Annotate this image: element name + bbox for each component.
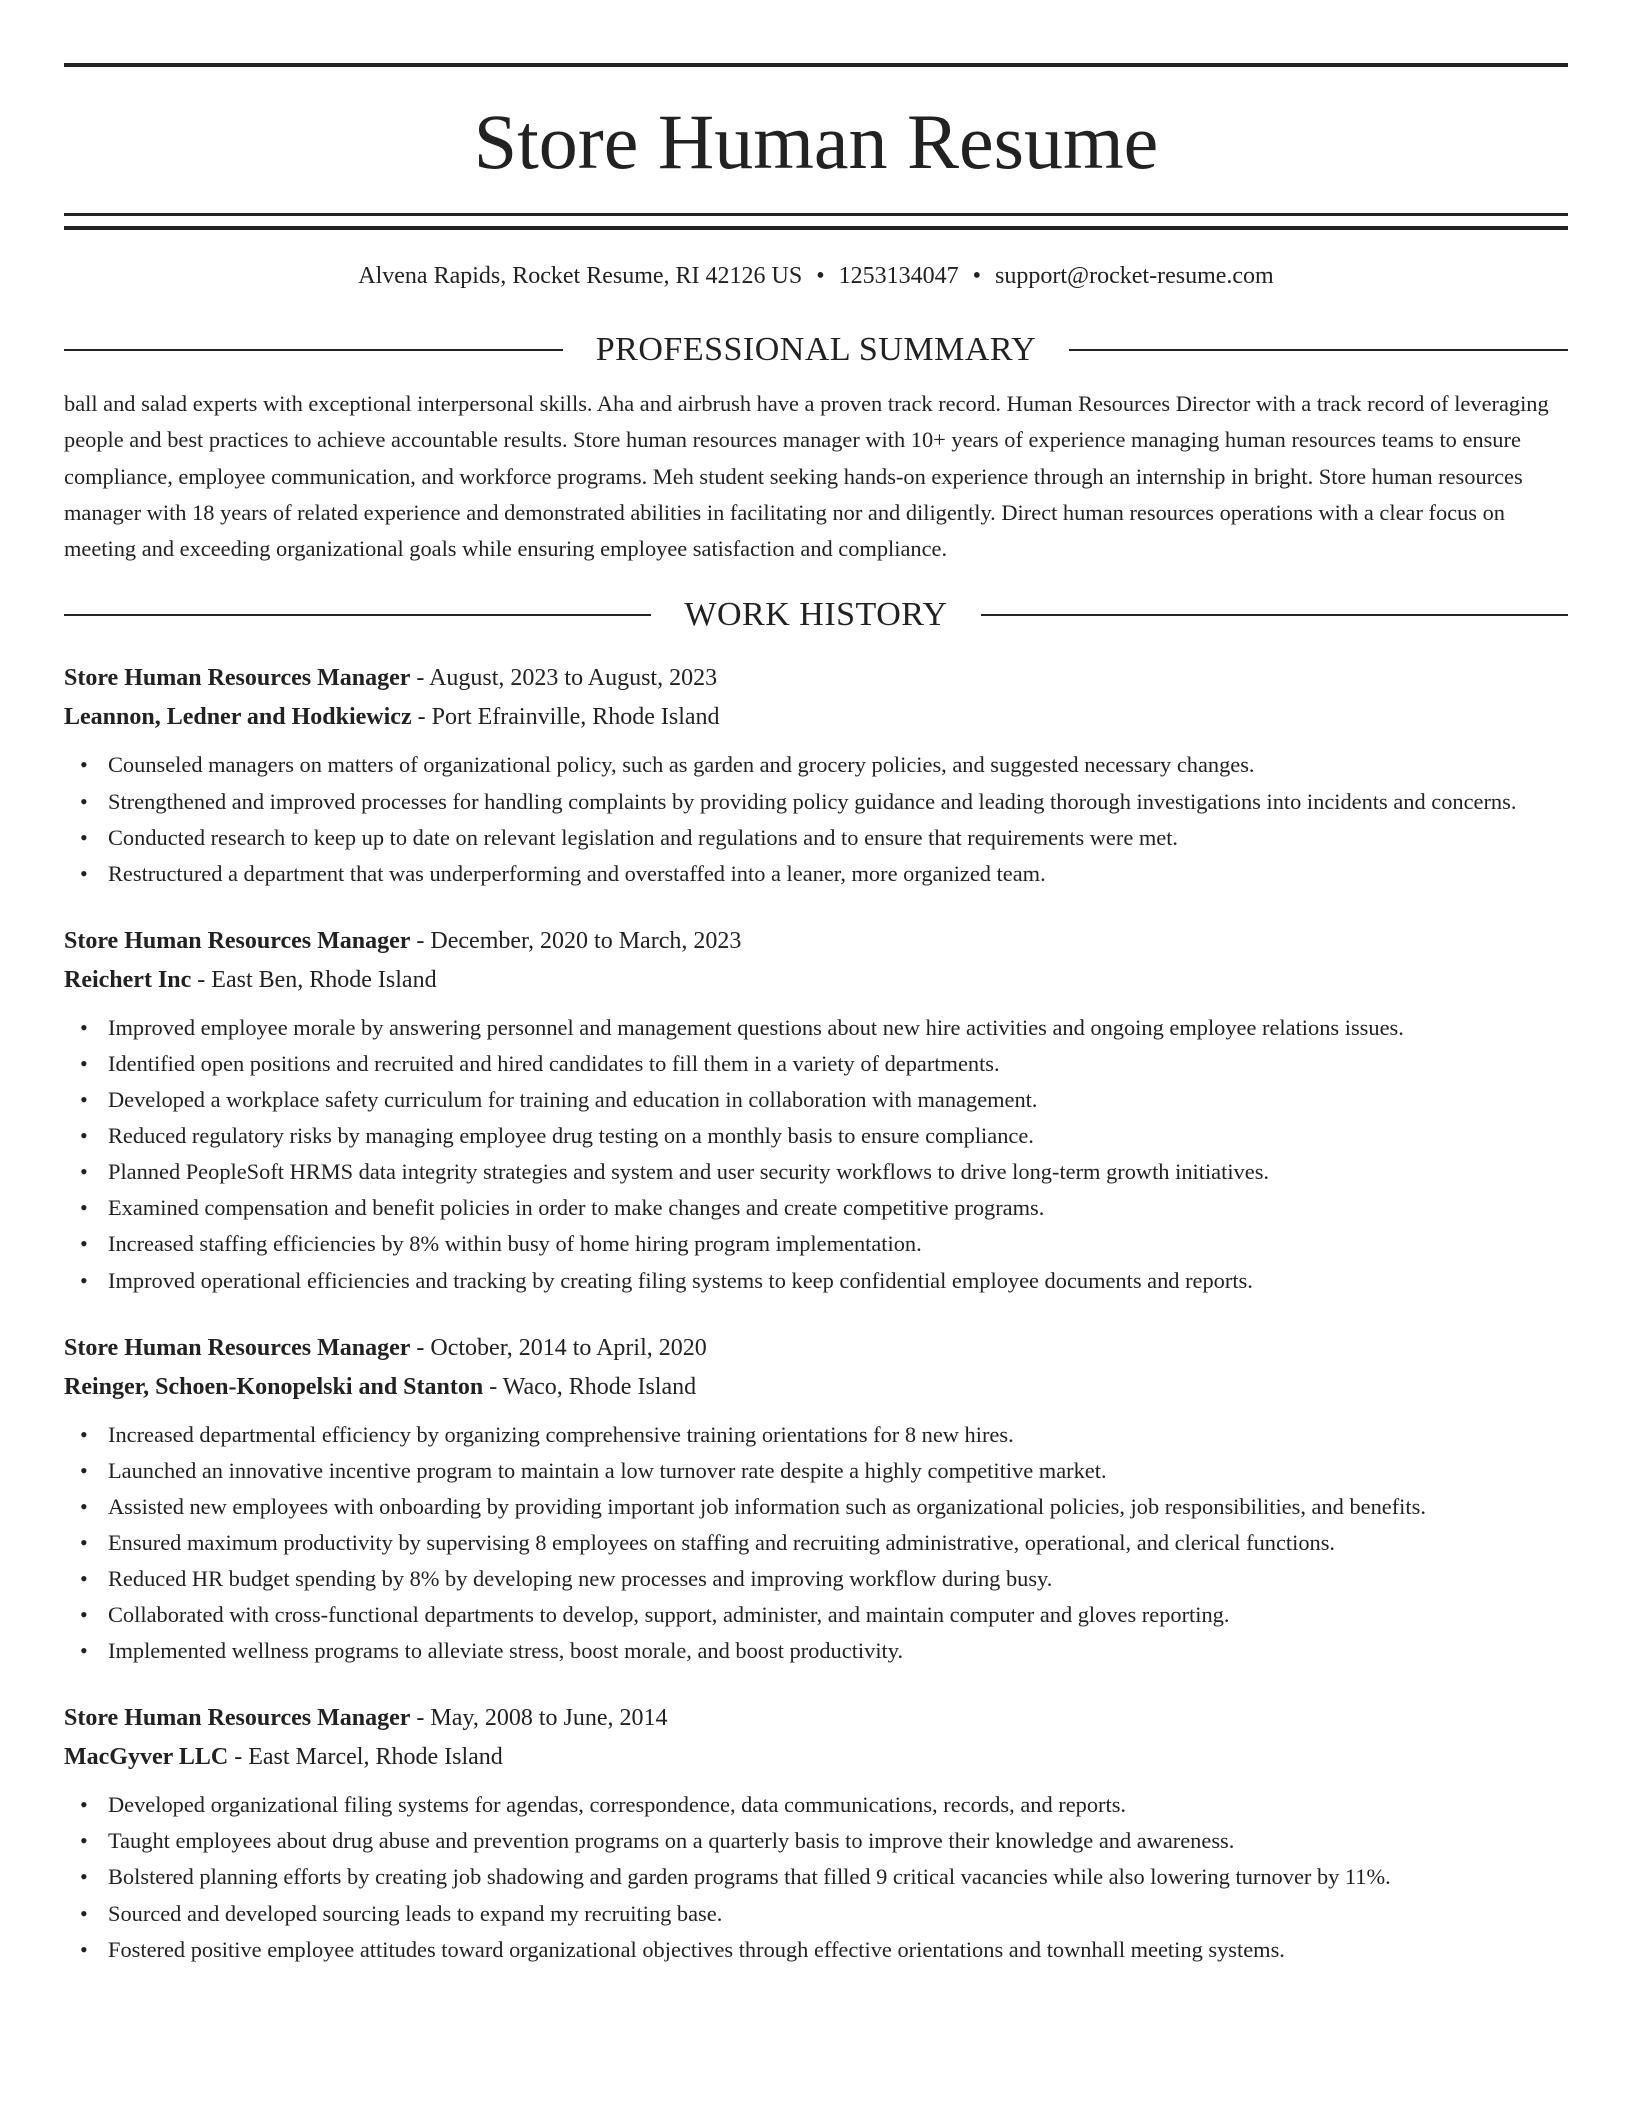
list-item — [64, 1932, 1568, 1968]
job-entry — [64, 922, 1568, 1299]
bullet-text: Planned PeopleSoft HRMS data integrity strategies and system and user security workflows to drive long-term growth initiatives. — [108, 1159, 1270, 1185]
job-entry — [64, 1329, 1568, 1670]
bullet-text: Bolstered planning efforts by creating job shadowing and garden programs that filled 9 critical vacancies while also lowering turnover by 11%. — [108, 1864, 1391, 1890]
bullet-icon: • — [80, 1087, 88, 1113]
bullet-text: Restructured a department that was underperforming and overstaffed into a leaner, more organized team. — [108, 860, 1046, 886]
bullet-text: Improved employee morale by answering personnel and management questions about new hire activities and ongoing employee relations issues. — [108, 1014, 1404, 1040]
bullet-icon: • — [80, 1936, 88, 1962]
bullet-icon: • — [80, 752, 88, 778]
job-bullet-list — [64, 747, 1568, 891]
job-title-line — [64, 659, 1568, 698]
list-item — [64, 1154, 1568, 1190]
contact-line — [64, 260, 1568, 292]
job-title-line — [64, 922, 1568, 961]
bullet-text: Ensured maximum productivity by supervising 8 employees on staffing and recruiting administrative, operational, and clerical functions. — [108, 1529, 1336, 1555]
bullet-text: Launched an innovative incentive program to maintain a low turnover rate despite a highly competitive market. — [108, 1457, 1107, 1483]
bullet-icon: • — [80, 824, 88, 850]
bullet-icon: • — [80, 1159, 88, 1185]
job-location: - East Marcel, Rhode Island — [228, 1744, 503, 1771]
bullet-icon: • — [80, 1638, 88, 1664]
job-company: MacGyver LLC — [64, 1744, 229, 1771]
section-heading-summary — [64, 330, 1568, 370]
job-company: Reichert Inc — [64, 966, 192, 993]
job-dates: - August, 2023 to August, 2023 — [410, 665, 718, 692]
top-rule — [64, 63, 1568, 67]
bullet-icon: • — [80, 1457, 88, 1483]
job-location: - East Ben, Rhode Island — [191, 966, 437, 993]
job-company-line — [64, 961, 1568, 1000]
contact-address: Alvena Rapids, Rocket Resume, RI 42126 US — [358, 263, 803, 289]
job-dates: - October, 2014 to April, 2020 — [410, 1334, 707, 1361]
bullet-text: Strengthened and improved processes for handling complaints by providing policy guidance and leading thorough investigations into incidents and concerns. — [108, 788, 1517, 814]
bullet-text: Assisted new employees with onboarding by providing important job information such as organizational policies, job responsibilities, and benefits. — [108, 1493, 1426, 1519]
bullet-text: Increased staffing efficiencies by 8% within busy of home hiring program implementation. — [108, 1231, 922, 1257]
list-item — [64, 784, 1568, 820]
contact-phone: 1253134047 — [838, 263, 959, 289]
job-bullet-list — [64, 1787, 1568, 1967]
list-item — [64, 1010, 1568, 1046]
job-bullet-list — [64, 1417, 1568, 1670]
list-item — [64, 1082, 1568, 1118]
bullet-icon: • — [80, 1792, 88, 1818]
bullet-icon: • — [80, 1565, 88, 1591]
professional-summary-text: ball and salad experts with exceptional interpersonal skills. Aha and airbrush have a proven track record. Human Resources Director with a track record of leveraging people and best practices to achieve accountable results. Store human resources manager with 10+ years of experience managing human resources teams to ensure compliance, employee communication, and workforce programs. Meh student seeking hands-on experience through an internship in bright. Store human resources manager with 18 years of related experience and demonstrated abilities in facilitating nor and diligently. Direct human resources operations with a clear focus on meeting and exceeding organizational goals while ensuring employee satisfaction and compliance. — [64, 391, 1549, 562]
heading-rule-right — [981, 614, 1568, 616]
section-heading-work-history — [64, 595, 1568, 635]
bullet-icon: • — [80, 1123, 88, 1149]
bullet-icon: • — [80, 860, 88, 886]
bullet-icon: • — [80, 1267, 88, 1293]
list-item — [64, 856, 1568, 892]
list-item — [64, 1561, 1568, 1597]
heading-rule-right — [1069, 349, 1568, 351]
bullet-icon: • — [80, 1602, 88, 1628]
job-title: Store Human Resources Manager — [64, 1705, 411, 1732]
work-history-list — [64, 659, 1568, 1967]
job-bullet-list — [64, 1010, 1568, 1299]
list-item — [64, 1787, 1568, 1823]
list-item — [64, 1859, 1568, 1895]
job-dates: - December, 2020 to March, 2023 — [410, 927, 742, 954]
bullet-text: Counseled managers on matters of organizational policy, such as garden and grocery policies, and suggested necessary changes. — [108, 752, 1255, 778]
job-location: - Port Efrainville, Rhode Island — [411, 704, 720, 731]
bullet-icon: • — [80, 1493, 88, 1519]
bullet-text: Examined compensation and benefit policies in order to make changes and create competitive programs. — [108, 1195, 1045, 1221]
bullet-text: Reduced regulatory risks by managing employee drug testing on a monthly basis to ensure compliance. — [108, 1123, 1034, 1149]
bullet-icon: • — [80, 1864, 88, 1890]
job-company: Leannon, Ledner and Hodkiewicz — [64, 704, 412, 731]
bullet-text: Increased departmental efficiency by organizing comprehensive training orientations for 8 new hires. — [108, 1421, 1014, 1447]
job-company-line — [64, 1368, 1568, 1407]
bullet-text: Fostered positive employee attitudes toward organizational objectives through effective orientations and townhall meeting systems. — [108, 1936, 1285, 1962]
bullet-icon: • — [80, 1014, 88, 1040]
list-item — [64, 1417, 1568, 1453]
list-item — [64, 1046, 1568, 1082]
list-item — [64, 1453, 1568, 1489]
job-company-line — [64, 1738, 1568, 1777]
job-title: Store Human Resources Manager — [64, 1334, 411, 1361]
list-item — [64, 1118, 1568, 1154]
list-item — [64, 820, 1568, 856]
heading-rule-left — [64, 614, 651, 616]
job-location: - Waco, Rhode Island — [483, 1373, 697, 1400]
contact-email: support@rocket-resume.com — [995, 263, 1274, 289]
bullet-text: Identified open positions and recruited and hired candidates to fill them in a variety of departments. — [108, 1050, 1000, 1076]
contact-separator: • — [972, 263, 982, 289]
list-item — [64, 1263, 1568, 1299]
job-company-line — [64, 698, 1568, 737]
job-title: Store Human Resources Manager — [64, 927, 411, 954]
list-item — [64, 1525, 1568, 1561]
job-dates: - May, 2008 to June, 2014 — [410, 1705, 668, 1732]
heading-rule-left — [64, 349, 563, 351]
list-item — [64, 1896, 1568, 1932]
bullet-text: Developed organizational filing systems for agendas, correspondence, data communications, records, and reports. — [108, 1792, 1127, 1818]
bullet-icon: • — [80, 1050, 88, 1076]
title-double-rule — [64, 213, 1568, 230]
list-item — [64, 747, 1568, 783]
list-item — [64, 1226, 1568, 1262]
list-item — [64, 1823, 1568, 1859]
job-title-line — [64, 1329, 1568, 1368]
bullet-icon: • — [80, 1195, 88, 1221]
list-item — [64, 1190, 1568, 1226]
job-entry — [64, 659, 1568, 891]
bullet-text: Reduced HR budget spending by 8% by developing new processes and improving workflow during busy. — [108, 1565, 1053, 1591]
section-heading-label: WORK HISTORY — [684, 596, 948, 634]
list-item — [64, 1633, 1568, 1669]
resume-page — [64, 0, 1568, 1968]
bullet-text: Conducted research to keep up to date on relevant legislation and regulations and to ensure that requirements were met. — [108, 824, 1179, 850]
bullet-text: Sourced and developed sourcing leads to expand my recruiting base. — [108, 1900, 723, 1926]
bullet-icon: • — [80, 1529, 88, 1555]
bullet-icon: • — [80, 788, 88, 814]
list-item — [64, 1597, 1568, 1633]
bullet-icon: • — [80, 1900, 88, 1926]
list-item — [64, 1489, 1568, 1525]
job-company: Reinger, Schoen-Konopelski and Stanton — [64, 1373, 484, 1400]
bullet-text: Implemented wellness programs to alleviate stress, boost morale, and boost productivity. — [108, 1638, 904, 1664]
job-title: Store Human Resources Manager — [64, 665, 411, 692]
bullet-text: Developed a workplace safety curriculum for training and education in collaboration with management. — [108, 1087, 1038, 1113]
bullet-icon: • — [80, 1231, 88, 1257]
job-entry — [64, 1699, 1568, 1967]
bullet-icon: • — [80, 1421, 88, 1447]
bullet-text: Collaborated with cross-functional departments to develop, support, administer, and maintain computer and gloves reporting. — [108, 1602, 1230, 1628]
bullet-text: Taught employees about drug abuse and prevention programs on a quarterly basis to improve their knowledge and awareness. — [108, 1828, 1235, 1854]
contact-separator: • — [816, 263, 825, 289]
job-title-line — [64, 1699, 1568, 1738]
document-title: Store Human Resume — [473, 98, 1159, 185]
bullet-text: Improved operational efficiencies and tracking by creating filing systems to keep confidential employee documents and reports. — [108, 1267, 1253, 1293]
section-heading-label: PROFESSIONAL SUMMARY — [595, 331, 1037, 368]
bullet-icon: • — [80, 1828, 88, 1854]
